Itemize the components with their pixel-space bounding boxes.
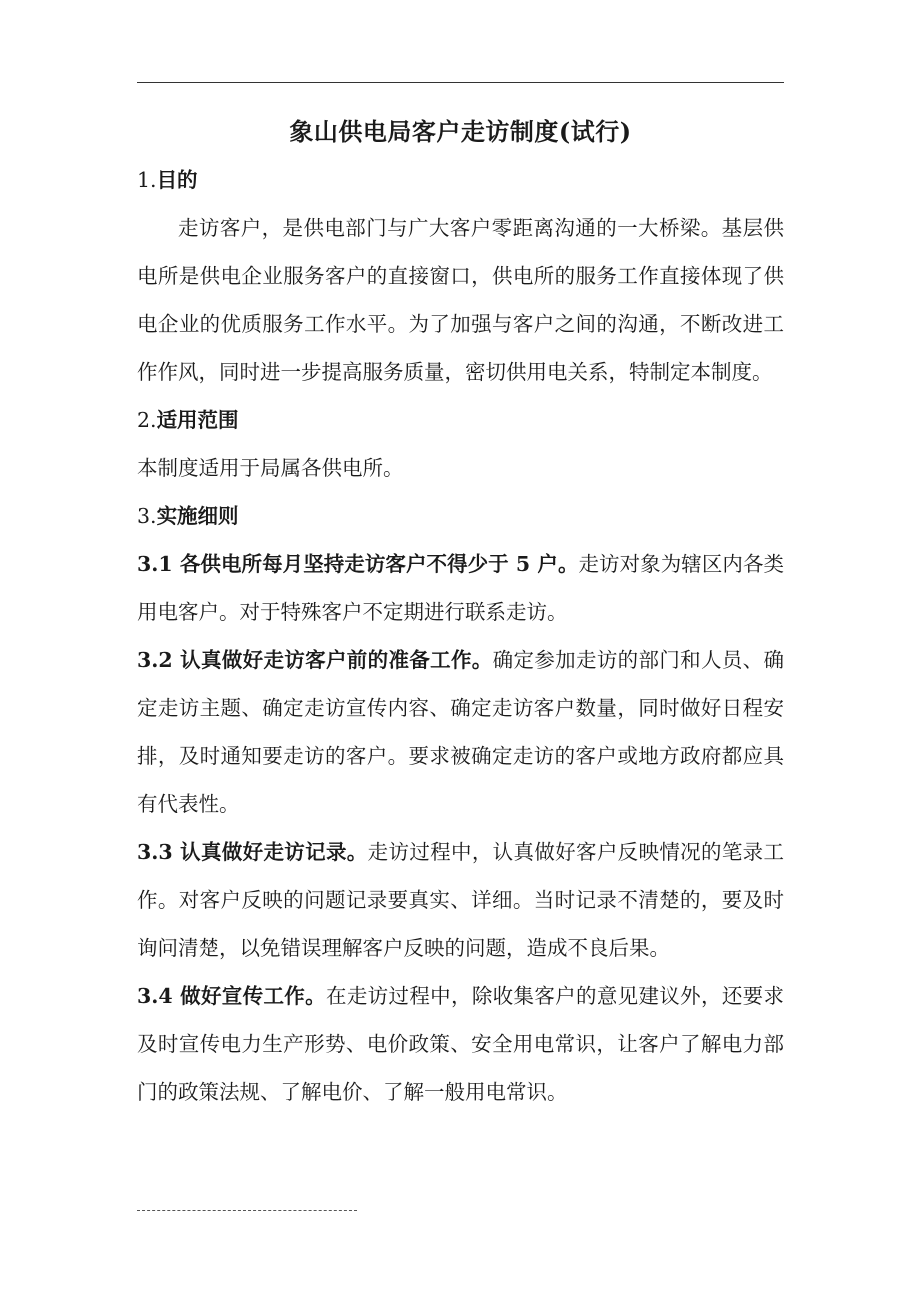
clause-lead: 3.2 认真做好走访客户前的准备工作。 bbox=[137, 648, 493, 672]
clause-lead: 3.3 认真做好走访记录。 bbox=[137, 840, 368, 864]
clause-lead: 3.4 做好宣传工作。 bbox=[137, 984, 326, 1008]
clause-3-1 bbox=[137, 540, 784, 636]
clause-body: 确定参加走访的部门和人员、确定走访主题、确定走访宣传内容、确定走访客户数量，同时做好日程安排，及时通知要走访的客户。要求被确定走访的客户或地方政府都应具有代表性。 bbox=[137, 648, 784, 816]
section-paragraph-scope: 本制度适用于局属各供电所。 bbox=[137, 456, 404, 480]
clause-lead: 3.1 各供电所每月坚持走访客户不得少于 5 户。 bbox=[137, 552, 579, 576]
clause-3-4 bbox=[137, 972, 784, 1116]
clause-3-2 bbox=[137, 636, 784, 828]
section-number: 3. bbox=[137, 504, 157, 528]
header-rule bbox=[137, 82, 784, 83]
section-title: 实施细则 bbox=[156, 504, 239, 528]
clause-body: 走访对象为辖区内各类用电客户。对于特殊客户不定期进行联系走访。 bbox=[137, 552, 784, 624]
document-body bbox=[137, 156, 784, 1116]
section-heading-details bbox=[137, 492, 784, 540]
clause-3-3 bbox=[137, 828, 784, 972]
section-title: 适用范围 bbox=[156, 408, 239, 432]
section-title: 目的 bbox=[156, 168, 198, 192]
document-title: 象山供电局客户走访制度(试行) bbox=[289, 117, 632, 146]
clause-body: 在走访过程中，除收集客户的意见建议外，还要求及时宣传电力生产形势、电价政策、安全用电常识，让客户了解电力部门的政策法规、了解电价、了解一般用电常识。 bbox=[137, 984, 784, 1104]
section-paragraph-purpose: 走访客户，是供电部门与广大客户零距离沟通的一大桥梁。基层供电所是供电企业服务客户的直接窗口，供电所的服务工作直接体现了供电企业的优质服务工作水平。为了加强与客户之间的沟通，不断改进工作作风，同时进一步提高服务质量，密切供用电关系，特制定本制度。 bbox=[137, 216, 784, 384]
clause-body: 走访过程中，认真做好客户反映情况的笔录工作。对客户反映的问题记录要真实、详细。当时记录不清楚的，要及时询问清楚，以免错误理解客户反映的问题，造成不良后果。 bbox=[137, 840, 785, 960]
section-heading-purpose bbox=[137, 156, 784, 204]
section-heading-scope bbox=[137, 396, 784, 444]
section-number: 1. bbox=[137, 168, 157, 192]
section-number: 2. bbox=[137, 408, 157, 432]
footer-dashed-rule bbox=[137, 1210, 357, 1211]
